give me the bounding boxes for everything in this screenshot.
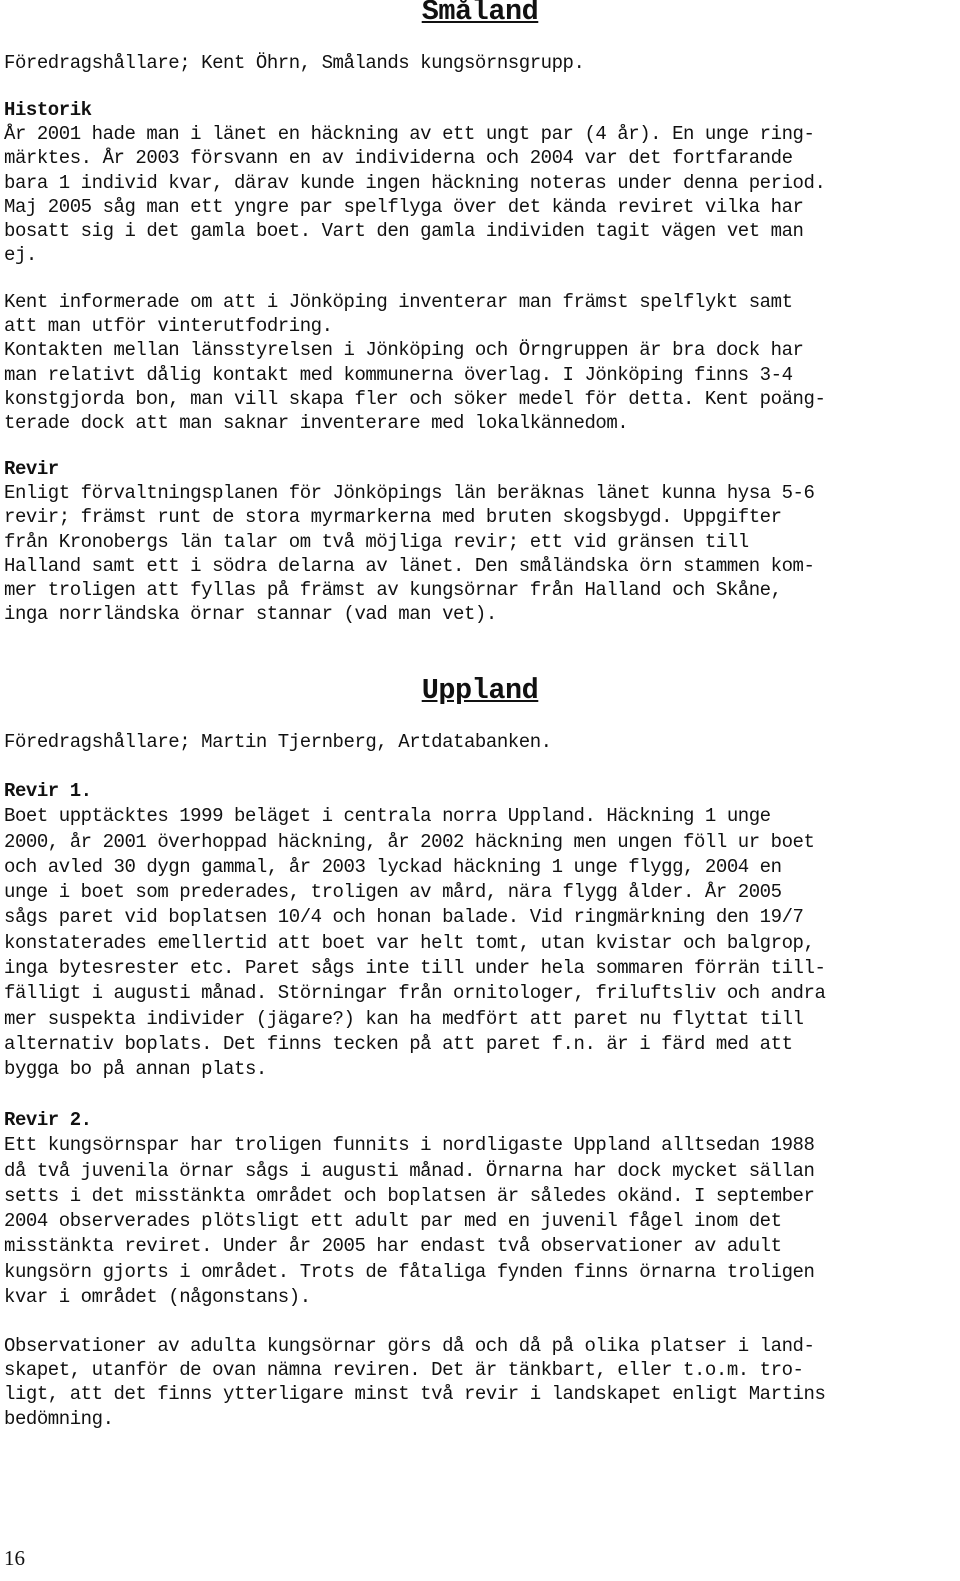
info-line: att man utför vinterutfodring. <box>4 315 333 338</box>
uppland-title: Uppland <box>421 674 539 707</box>
revir2-heading: Revir 2. <box>4 1109 92 1131</box>
revir1-line: och avled 30 dygn gammal, år 2003 lyckad häckning 1 unge flygg, 2004 en <box>4 855 782 878</box>
uppland-revir2-section <box>4 1108 956 1310</box>
revir-line: Halland samt ett i södra delarna av länet. Den småländska örn stammen kom- <box>4 554 815 577</box>
revir2-line: kungsörn gjorts i området. Trots de fåtaliga fynden finns örnarna troligen <box>4 1260 815 1283</box>
revir2-line: 2004 observerades plötsligt ett adult par med en juvenil fågel inom det <box>4 1210 782 1233</box>
historik-line: bosatt sig i det gamla boet. Vart den gamla individen tagit vägen vet man <box>4 220 804 243</box>
historik-line: märktes. År 2003 försvann en av individerna och 2004 var det fortfarande <box>4 147 793 170</box>
revir1-line: unge i boet som prederades, troligen av mård, nära flygg ålder. År 2005 <box>4 881 782 904</box>
smaland-speaker-text: Föredragshållare; Kent Öhrn, Smålands kungsörnsgrupp. <box>4 52 585 74</box>
info-line: konstgjorda bon, man vill skapa fler och söker medel för detta. Kent poäng- <box>4 387 826 410</box>
revir1-line: 2000, år 2001 överhoppad häckning, år 2002 häckning men ungen föll ur boet <box>4 830 815 853</box>
historik-line: ej. <box>4 244 37 267</box>
revir2-line: misstänkta reviret. Under år 2005 har endast två observationer av adult <box>4 1235 782 1258</box>
revir1-line: konstaterades emellertid att boet var helt tomt, utan kvistar och balgrop, <box>4 931 815 954</box>
revir-line: från Kronobergs län talar om två möjliga revir; ett vid gränsen till <box>4 530 749 553</box>
info-line: terade dock att man saknar inventerare med lokalkännedom. <box>4 412 629 435</box>
smaland-historik-section <box>4 98 956 267</box>
revir-line: inga norrländska örnar stannar (vad man vet). <box>4 603 497 626</box>
revir1-line: alternativ boplats. Det finns tecken på att paret f.n. är i färd med att <box>4 1032 793 1055</box>
observation-line: ligt, att det finns ytterligare minst två revir i landskapet enligt Martins <box>4 1383 826 1406</box>
smaland-title: Småland <box>421 0 539 28</box>
revir2-line: setts i det misstänkta området och boplatsen är således okänd. I september <box>4 1184 815 1207</box>
historik-line: Maj 2005 såg man ett yngre par spelflyga över det kända reviret vilka har <box>4 195 804 218</box>
historik-heading: Historik <box>4 99 92 121</box>
revir2-line: Ett kungsörnspar har troligen funnits i nordligaste Uppland alltsedan 1988 <box>4 1134 815 1157</box>
revir1-line: Boet upptäcktes 1999 beläget i centrala norra Uppland. Häckning 1 unge <box>4 805 771 828</box>
info-line: Kent informerade om att i Jönköping inventerar man främst spelflykt samt <box>4 291 793 313</box>
revir1-line: fälligt i augusti månad. Störningar från ornitologer, friluftsliv och andra <box>4 982 826 1005</box>
revir-line: revir; främst runt de stora myrmarkerna med bruten skogsbygd. Uppgifter <box>4 506 782 529</box>
smaland-info-paragraph <box>4 290 956 435</box>
revir1-line: inga bytesrester etc. Paret sågs inte till under hela sommaren förrän till- <box>4 957 826 980</box>
page-number: 16 <box>4 1546 25 1570</box>
revir-line: Enligt förvaltningsplanen för Jönköpings län beräknas länet kunna hysa 5-6 <box>4 482 815 505</box>
info-line: Kontakten mellan länsstyrelsen i Jönköping och Örngruppen är bra dock har <box>4 339 804 362</box>
revir2-line: kvar i området (någonstans). <box>4 1286 311 1309</box>
uppland-speaker-text: Föredragshållare; Martin Tjernberg, Artdatabanken. <box>4 731 552 753</box>
revir1-line: mer suspekta individer (jägare?) kan ha medfört att paret nu flyttat till <box>4 1007 804 1030</box>
smaland-speaker <box>4 51 956 75</box>
uppland-speaker <box>4 730 956 754</box>
historik-line: År 2001 hade man i länet en häckning av ett ungt par (4 år). En unge ring- <box>4 123 815 146</box>
revir-line: mer troligen att fyllas på främst av kungsörnar från Halland och Skåne, <box>4 579 782 602</box>
uppland-observation-paragraph <box>4 1334 956 1431</box>
revir-heading: Revir <box>4 458 59 480</box>
revir2-line: då två juvenila örnar sågs i augusti månad. Örnarna har dock mycket sällan <box>4 1159 815 1182</box>
observation-line: skapet, utanför de ovan nämna reviren. Det är tänkbart, eller t.o.m. tro- <box>4 1359 804 1382</box>
observation-line: Observationer av adulta kungsörnar görs då och då på olika platser i land- <box>4 1335 815 1357</box>
uppland-revir1-section <box>4 779 956 1083</box>
revir1-heading: Revir 1. <box>4 780 92 802</box>
historik-line: bara 1 individ kvar, därav kunde ingen häckning noteras under denna period. <box>4 171 826 194</box>
revir1-line: sågs paret vid boplatsen 10/4 och honan balade. Vid ringmärkning den 19/7 <box>4 906 804 929</box>
info-line: man relativt dålig kontakt med kommunerna överlag. I Jönköping finns 3-4 <box>4 363 793 386</box>
observation-line: bedömning. <box>4 1407 114 1430</box>
smaland-revir-section <box>4 457 956 626</box>
revir1-line: bygga bo på annan plats. <box>4 1058 267 1081</box>
